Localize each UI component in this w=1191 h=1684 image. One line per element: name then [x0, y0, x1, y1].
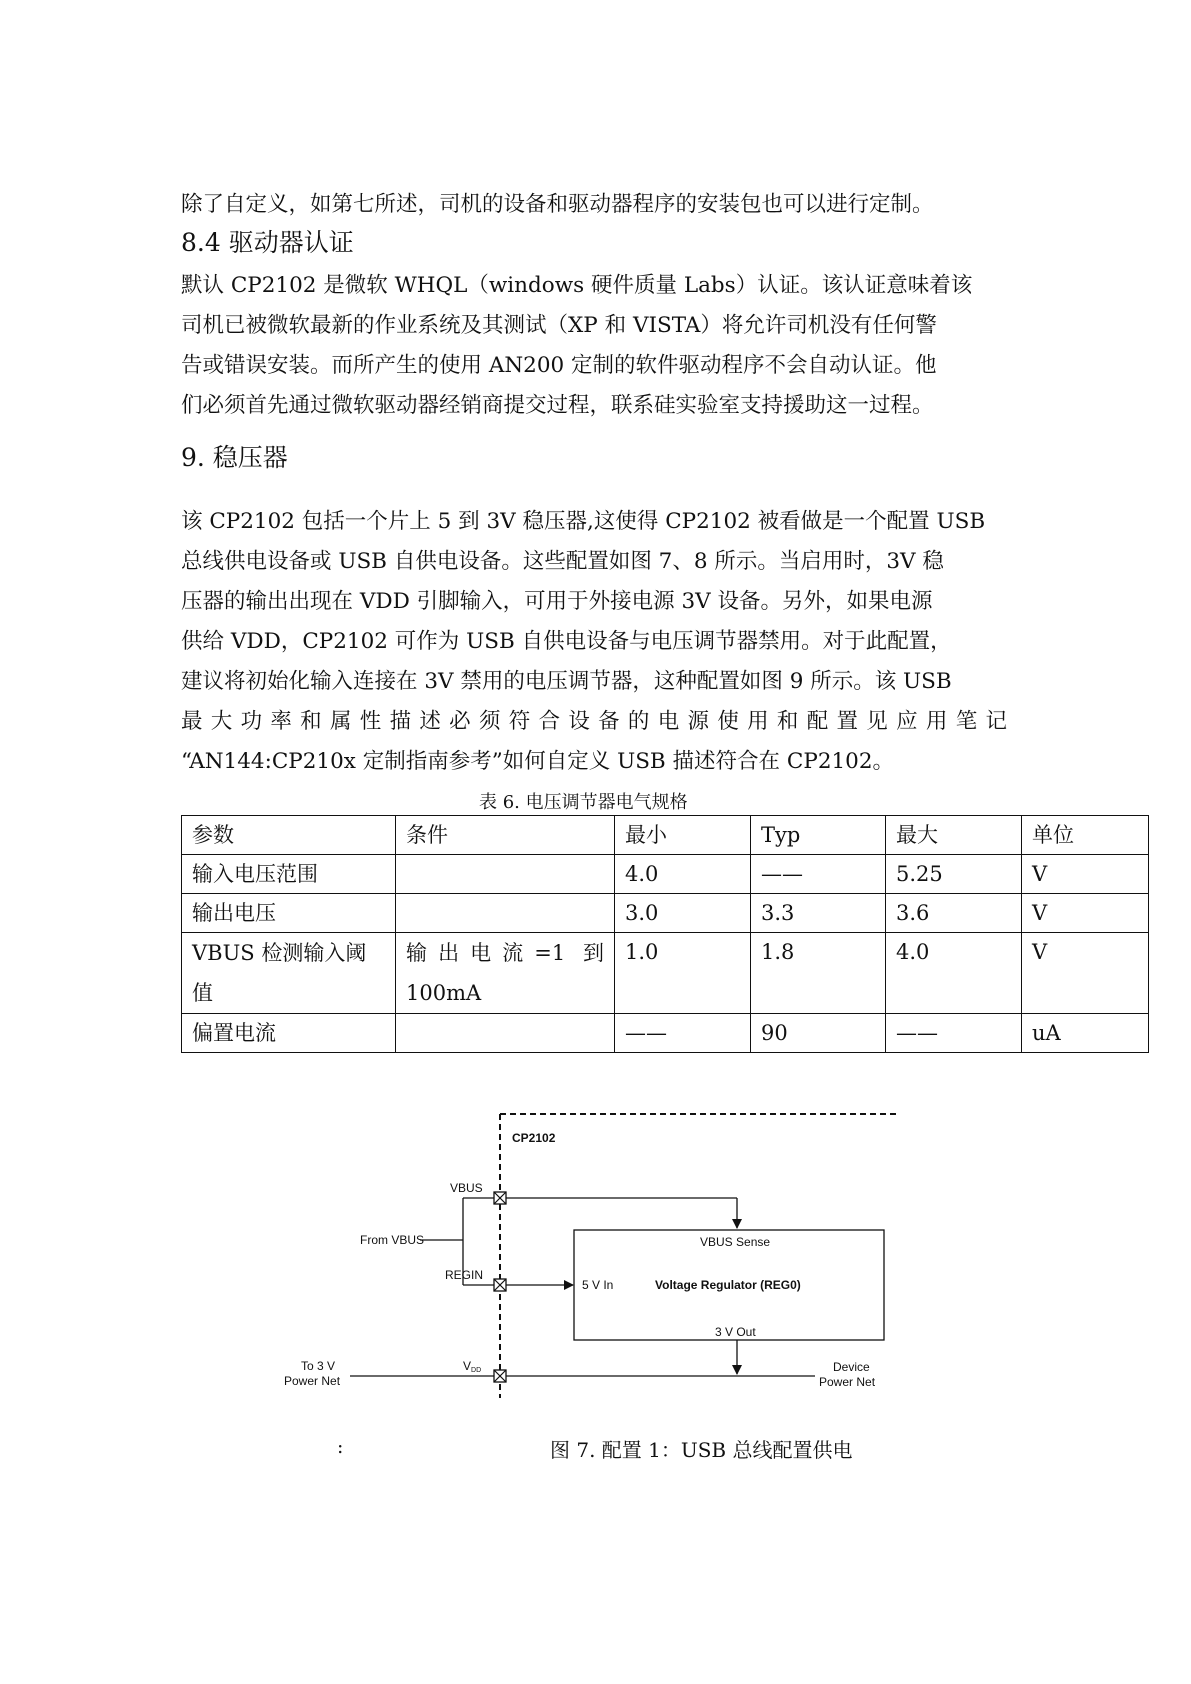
section-9-paragraph — [181, 502, 1007, 782]
table-cell: V — [1022, 855, 1149, 894]
table-row — [182, 894, 1149, 933]
three-v-out-label: 3 V Out — [715, 1325, 756, 1339]
table-cell: 3.3 — [751, 894, 886, 933]
vdd-pin-marker — [494, 1370, 506, 1382]
header-cell: 条件 — [396, 816, 615, 855]
text-line: 默认 CP2102 是微软 WHQL（windows 硬件质量 Labs）认证。该认证意味着该 — [181, 273, 973, 298]
table-cell: V — [1022, 933, 1149, 1014]
table-cell: 3.6 — [886, 894, 1022, 933]
regin-pin-label: REGIN — [445, 1268, 484, 1282]
header-cell: Typ — [751, 816, 886, 855]
five-v-in-label: 5 V In — [582, 1278, 614, 1292]
table-caption: 表 6. 电压调节器电气规格 — [479, 792, 688, 813]
header-cell: 最大 — [886, 816, 1022, 855]
text-line: 该 CP2102 包括一个片上 5 到 3V 稳压器,这使得 CP2102 被看做是一个配置 USB — [181, 509, 986, 534]
chip-label: CP2102 — [512, 1131, 556, 1145]
table-row — [182, 933, 1149, 1014]
table-cell: uA — [1022, 1014, 1149, 1053]
table-cell — [396, 894, 615, 933]
cell-line: VBUS 检测输入阈 — [192, 941, 367, 965]
table-cell: 4.0 — [615, 855, 751, 894]
text-line: 总线供电设备或 USB 自供电设备。这些配置如图 7、8 所示。当启用时，3V 稳 — [181, 549, 944, 574]
table-cell: 偏置电流 — [182, 1014, 396, 1053]
header-cell: 最小 — [615, 816, 751, 855]
table-cell: 输入电压范围 — [182, 855, 396, 894]
table-cell: 1.8 — [751, 933, 886, 1014]
vbus-sense-label: VBUS Sense — [700, 1235, 771, 1249]
table-cell: —— — [886, 1014, 1022, 1053]
table-cell — [396, 933, 615, 1014]
table-cell: 1.0 — [615, 933, 751, 1014]
table-cell: 4.0 — [886, 933, 1022, 1014]
heading-8-4: 8.4 驱动器认证 — [181, 228, 354, 257]
table-row — [182, 1014, 1149, 1053]
stray-mark: : — [337, 1436, 344, 1458]
regin-pin-marker — [494, 1279, 506, 1291]
text-line: 们必须首先通过微软驱动器经销商提交过程，联系硅实验室支持援助这一过程。 — [181, 393, 934, 418]
vbus-pin-marker — [494, 1192, 506, 1204]
vdd-pin-main: V — [463, 1359, 472, 1373]
to-3v-label-line2: Power Net — [284, 1374, 341, 1388]
text-line: 司机已被微软最新的作业系统及其测试（XP 和 VISTA）将允许司机没有任何警 — [181, 313, 937, 338]
header-cell: 参数 — [182, 816, 396, 855]
device-label-line2: Power Net — [819, 1375, 876, 1389]
intro-line: 除了自定义，如第七所述，司机的设备和驱动器程序的安装包也可以进行定制。 — [181, 192, 934, 217]
table-header-row — [182, 816, 1149, 855]
vdd-pin-label — [463, 1359, 481, 1374]
cell-line: 输出电流=1 到 — [406, 941, 604, 965]
from-vbus-label: From VBUS — [360, 1233, 425, 1247]
section-8-4-paragraph — [181, 266, 1007, 426]
text-line: “AN144:CP210x 定制指南参考”如何自定义 USB 描述符合在 CP2102。 — [181, 749, 895, 774]
header-cell: 单位 — [1022, 816, 1149, 855]
table-cell: —— — [615, 1014, 751, 1053]
table-cell: 输出电压 — [182, 894, 396, 933]
voltage-regulator-spec-table — [181, 815, 1149, 1053]
text-line: 建议将初始化输入连接在 3V 禁用的电压调节器，这种配置如图 9 所示。该 USB — [181, 669, 952, 694]
cell-line: 100mA — [406, 981, 482, 1005]
device-label-line1: Device — [833, 1360, 870, 1374]
table-cell — [182, 933, 396, 1014]
text-line: 压器的输出出现在 VDD 引脚输入，可用于外接电源 3V 设备。另外，如果电源 — [181, 589, 933, 614]
table-row — [182, 855, 1149, 894]
text-line: 供给 VDD，CP2102 可作为 USB 自供电设备与电压调节器禁用。对于此配置， — [181, 629, 952, 654]
table-cell: —— — [751, 855, 886, 894]
table-cell: 5.25 — [886, 855, 1022, 894]
intro-paragraph — [181, 185, 1007, 225]
table-cell — [396, 855, 615, 894]
table-cell — [396, 1014, 615, 1053]
table-cell: V — [1022, 894, 1149, 933]
table-cell: 90 — [751, 1014, 886, 1053]
regulator-label: Voltage Regulator (REG0) — [655, 1278, 801, 1292]
regulator-config-diagram — [270, 1108, 910, 1408]
cell-line: 值 — [192, 981, 213, 1005]
to-3v-label-line1: To 3 V — [301, 1359, 336, 1373]
text-line: 最大功率和属性描述必须符合设备的电源使用和配置见应用笔记 — [181, 709, 1007, 734]
vdd-pin-subscript: DD — [471, 1367, 482, 1374]
vbus-pin-label: VBUS — [450, 1181, 483, 1195]
figure-caption: 图 7. 配置 1：USB 总线配置供电 — [550, 1438, 853, 1462]
table-cell: 3.0 — [615, 894, 751, 933]
heading-9: 9. 稳压器 — [181, 443, 288, 472]
text-line: 告或错误安装。而所产生的使用 AN200 定制的软件驱动程序不会自动认证。他 — [181, 353, 937, 378]
